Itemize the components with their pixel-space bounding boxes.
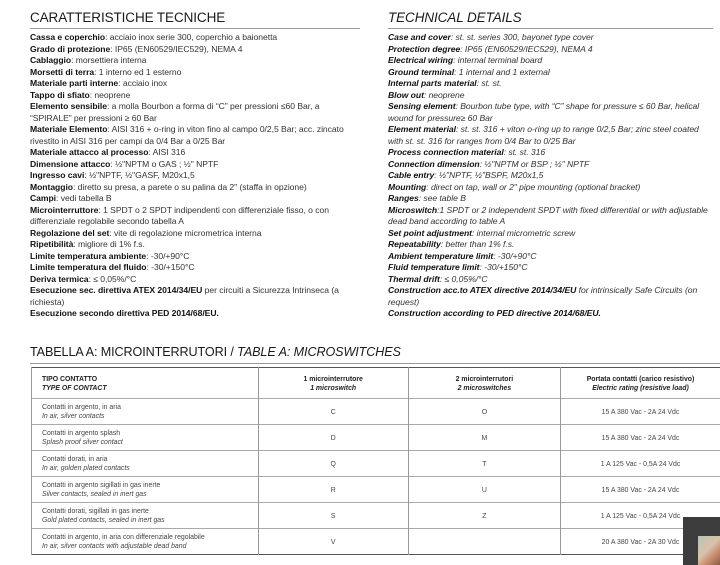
type-en: In air, silver contacts with adjustable dead band bbox=[42, 543, 187, 550]
header-electric-rating bbox=[561, 368, 720, 399]
spec-item bbox=[388, 228, 713, 240]
spec-item bbox=[388, 55, 713, 67]
english-specs-column bbox=[388, 10, 713, 320]
spec-item bbox=[30, 205, 360, 228]
spec-item bbox=[388, 274, 713, 286]
spec-value: : neoprene bbox=[89, 89, 131, 100]
spec-item bbox=[30, 193, 360, 205]
spec-label: Materiale Elemento bbox=[30, 124, 108, 134]
type-en: Silver contacts, sealed in inert gas bbox=[42, 491, 147, 498]
header-one-microswitch bbox=[258, 368, 408, 399]
spec-label: Ingresso cavi bbox=[30, 170, 85, 180]
spec-label: Electrical wiring bbox=[388, 55, 454, 65]
spec-label: Element material bbox=[388, 124, 456, 134]
spec-label: Tappo di sfiato bbox=[30, 89, 90, 100]
spec-value: : internal micrometric screw bbox=[472, 227, 576, 238]
spec-value: : acciaio inox bbox=[118, 78, 168, 88]
spec-value: : direct on tap, wall or 2" pipe mounting (optional bracket) bbox=[426, 181, 641, 192]
spec-item bbox=[30, 78, 360, 90]
spec-value: : migliore di 1% f.s. bbox=[73, 239, 145, 249]
spec-label: Ground terminal bbox=[388, 66, 455, 77]
spec-value: : vite di regolazione micrometrica interna bbox=[109, 227, 262, 238]
spec-item bbox=[30, 67, 360, 79]
spec-label: Fluid temperature limit bbox=[388, 262, 480, 272]
spec-item bbox=[388, 262, 713, 274]
spec-item bbox=[30, 228, 360, 240]
cell-two-microswitches: T bbox=[408, 451, 560, 477]
spec-item bbox=[388, 285, 713, 308]
cell-two-microswitches bbox=[408, 529, 560, 555]
table-row bbox=[32, 451, 720, 477]
spec-item bbox=[388, 205, 713, 228]
spec-item bbox=[388, 124, 713, 147]
spec-value: : ½"NPTM o GAS ; ½" NPTF bbox=[110, 158, 219, 169]
spec-label: Cable entry bbox=[388, 170, 435, 180]
spec-label: Set point adjustment bbox=[388, 227, 472, 238]
cell-two-microswitches: Z bbox=[408, 503, 560, 529]
spec-value: : morsettiera interna bbox=[71, 55, 147, 65]
spec-item bbox=[388, 239, 713, 251]
spec-value: : st. st. 316 bbox=[503, 147, 546, 157]
spec-value: : internal terminal board bbox=[453, 55, 543, 65]
spec-label: Connection dimension bbox=[388, 158, 480, 169]
spec-value: : a molla Bourbon a forma di “C” per pressioni ≤60 Bar, a “SPIRALE” per pressioni ≥ 60 Bar bbox=[30, 101, 320, 123]
spec-label: Construction acc.to ATEX directive 2014/34/EU bbox=[388, 285, 577, 295]
english-section-title: TECHNICAL DETAILS bbox=[388, 10, 713, 29]
spec-label: Esecuzione secondo direttiva PED 2014/68/EU. bbox=[30, 308, 219, 318]
cell-two-microswitches: U bbox=[408, 477, 560, 503]
cell-one-microswitch: V bbox=[258, 529, 408, 555]
spec-item bbox=[30, 44, 360, 56]
english-spec-list bbox=[388, 32, 713, 320]
spec-label: Process connection material bbox=[388, 147, 504, 157]
spec-item bbox=[388, 170, 713, 182]
spec-item bbox=[388, 308, 713, 320]
spec-value: : acciaio inox serie 300, coperchio a baionetta bbox=[105, 32, 278, 42]
type-en: Splash proof silver contact bbox=[42, 439, 123, 446]
spec-item bbox=[388, 67, 713, 79]
spec-label: Blow out bbox=[388, 89, 424, 100]
spec-label: Cablaggio bbox=[30, 55, 72, 65]
spec-item bbox=[388, 251, 713, 263]
spec-label: Ambient temperature limit bbox=[388, 250, 494, 261]
spec-item bbox=[388, 147, 713, 159]
spec-label: Campi bbox=[30, 193, 57, 203]
spec-item bbox=[388, 32, 713, 44]
spec-value: : 1 internal and 1 external bbox=[454, 66, 550, 77]
video-thumbnail-overlay[interactable] bbox=[683, 517, 720, 565]
spec-item bbox=[30, 101, 360, 124]
cell-two-microswitches: M bbox=[408, 425, 560, 451]
spec-item bbox=[30, 239, 360, 251]
spec-label: Dimensione attacco bbox=[30, 158, 111, 169]
type-it: Contatti dorati, in aria bbox=[42, 456, 108, 463]
type-it: Contatti in argento, in aria con differenziale regolabile bbox=[42, 534, 205, 541]
type-it: Contatti in argento, in aria bbox=[42, 404, 121, 411]
spec-label: Mounting bbox=[388, 181, 427, 192]
spec-value: : ≤ 0,05%/°C bbox=[88, 273, 137, 284]
spec-value: : diretto su presa, a parete o su palina da 2" (staffa in opzione) bbox=[73, 181, 307, 192]
spec-label: Internal parts material bbox=[388, 78, 477, 88]
spec-value: :1 SPDT or 2 independent SPDT with fixed differential or with adjustable dead band according to table A bbox=[388, 204, 708, 226]
spec-value: : neoprene bbox=[423, 89, 465, 100]
spec-item bbox=[30, 262, 360, 274]
italian-specs-column bbox=[30, 10, 360, 320]
spec-value: : see table B bbox=[418, 193, 466, 203]
header-en: 1 microswitch bbox=[310, 384, 357, 392]
video-thumbnail-icon bbox=[698, 536, 720, 565]
header-it: Portata contatti (carico resistivo) bbox=[586, 375, 695, 383]
spec-label: Grado di protezione bbox=[30, 43, 111, 54]
spec-value: : ½"NPTF, ½"BSPF, M20x1,5 bbox=[434, 170, 544, 180]
spec-value: : IP65 (EN60529/IEC529), NEMA 4 bbox=[110, 43, 243, 54]
spec-label: Montaggio bbox=[30, 181, 73, 192]
spec-item bbox=[30, 90, 360, 102]
spec-value: : vedi tabella B bbox=[56, 193, 112, 203]
type-en: In air, golden plated contacts bbox=[42, 465, 130, 472]
spec-label: Materiale attacco al processo bbox=[30, 147, 149, 157]
header-it: 2 microinterrutori bbox=[455, 375, 514, 383]
cell-electric-rating: 1 A 125 Vac - 0,5A 24 Vdc bbox=[561, 451, 720, 477]
header-two-microswitches bbox=[408, 368, 560, 399]
spec-label: Limite temperatura del fluido bbox=[30, 262, 147, 272]
table-title-italian: TABELLA A: MICROINTERRUTORI / bbox=[30, 345, 238, 359]
cell-contact-type bbox=[32, 503, 259, 529]
spec-value: : ½"NPTM or BSP ; ½" NPTF bbox=[479, 158, 590, 169]
spec-value: : st. st. series 300, bayonet type cover bbox=[450, 32, 594, 42]
spec-item bbox=[388, 101, 713, 124]
cell-one-microswitch: S bbox=[258, 503, 408, 529]
spec-value: : Bourbon tube type, with “C” shape for pressure ≤ 60 Bar, helical wound for pressure≥ 60 Bar bbox=[388, 101, 700, 123]
spec-label: Esecuzione sec. direttiva ATEX 2014/34/EU bbox=[30, 285, 203, 295]
spec-label: Sensing element bbox=[388, 101, 456, 111]
table-row bbox=[32, 399, 720, 425]
spec-label: Limite temperatura ambiente bbox=[30, 250, 147, 261]
spec-label: Ripetibilità bbox=[30, 239, 74, 249]
header-en: Electric rating (resistive load) bbox=[592, 384, 689, 392]
spec-value: : AISI 316 + o-ring in viton fino al campo 0/2,5 Bar; acc. zincato rivestito in AISI 316 per campi da 0/4 Bar a 0/25 Bar bbox=[30, 124, 344, 146]
spec-label: Ranges bbox=[388, 193, 419, 203]
cell-electric-rating: 15 A 380 Vac - 2A 24 Vdc bbox=[561, 425, 720, 451]
header-contact-type bbox=[32, 368, 259, 399]
table-row bbox=[32, 425, 720, 451]
table-row bbox=[32, 477, 720, 503]
spec-item bbox=[388, 78, 713, 90]
spec-value: : -30/+150°C bbox=[479, 262, 528, 272]
spec-item bbox=[30, 182, 360, 194]
type-it: Contatti dorati, sigillati in gas inerte bbox=[42, 508, 149, 515]
spec-value: : -30/+150°C bbox=[146, 262, 195, 272]
spec-item bbox=[388, 159, 713, 171]
spec-item bbox=[30, 308, 360, 320]
spec-item bbox=[388, 44, 713, 56]
spec-value: : -30/+90°C bbox=[146, 250, 190, 261]
spec-item bbox=[30, 159, 360, 171]
spec-value: : IP65 (EN60529/IEC529), NEMA 4 bbox=[460, 43, 593, 54]
spec-item bbox=[30, 32, 360, 44]
table-row bbox=[32, 529, 720, 555]
spec-item bbox=[30, 124, 360, 147]
cell-electric-rating: 1 A 125 Vac - 0,5A 24 Vdc bbox=[561, 503, 720, 529]
spec-label: Elemento sensibile bbox=[30, 101, 107, 111]
spec-value: : 1 SPDT o 2 SPDT indipendenti con differenziale fisso, o con differenziale regolabile secondo tabella A bbox=[30, 204, 329, 226]
type-it: Contatti in argento splash bbox=[42, 430, 121, 437]
header-it: TIPO CONTATTO bbox=[42, 375, 98, 383]
cell-contact-type bbox=[32, 451, 259, 477]
header-it: 1 microinterrutore bbox=[303, 375, 363, 383]
spec-value: : 1 interno ed 1 esterno bbox=[94, 66, 182, 77]
spec-label: Construction according to PED directive 2014/68/EU. bbox=[388, 308, 601, 318]
type-en: Gold plated contacts, sealed in inert gas bbox=[42, 517, 165, 524]
spec-label: Protection degree bbox=[388, 43, 461, 54]
type-en: In air, silver contacts bbox=[42, 413, 105, 420]
cell-one-microswitch: R bbox=[258, 477, 408, 503]
table-header-row bbox=[32, 368, 720, 399]
cell-electric-rating: 20 A 380 Vac - 2A 30 Vdc bbox=[561, 529, 720, 555]
header-en: 2 microswitches bbox=[457, 384, 512, 392]
spec-value: for intrinsically Safe Circuits (on request) bbox=[388, 285, 698, 307]
cell-contact-type bbox=[32, 529, 259, 555]
cell-electric-rating: 15 A 380 Vac - 2A 24 Vdc bbox=[561, 399, 720, 425]
cell-electric-rating: 15 A 380 Vac - 2A 24 Vdc bbox=[561, 477, 720, 503]
cell-one-microswitch: C bbox=[258, 399, 408, 425]
spec-item bbox=[30, 274, 360, 286]
cell-two-microswitches: O bbox=[408, 399, 560, 425]
table-a-title bbox=[30, 344, 720, 364]
spec-label: Cassa e coperchio bbox=[30, 32, 106, 42]
italian-spec-list bbox=[30, 32, 360, 320]
italian-section-title: CARATTERISTICHE TECNICHE bbox=[30, 10, 360, 29]
table-title-english: TABLE A: MICROSWITCHES bbox=[237, 345, 401, 359]
spec-item bbox=[30, 147, 360, 159]
type-it: Contatti in argento sigillati in gas inerte bbox=[42, 482, 161, 489]
spec-value: : -30/+90°C bbox=[493, 250, 537, 261]
spec-item bbox=[30, 251, 360, 263]
spec-item bbox=[388, 182, 713, 194]
spec-label: Thermal drift bbox=[388, 273, 440, 284]
cell-one-microswitch: D bbox=[258, 425, 408, 451]
spec-item bbox=[30, 285, 360, 308]
spec-value: : better than 1% f.s. bbox=[440, 239, 515, 249]
spec-item bbox=[30, 55, 360, 67]
spec-label: Morsetti di terra bbox=[30, 66, 95, 77]
spec-label: Case and cover bbox=[388, 32, 451, 42]
spec-item bbox=[388, 90, 713, 102]
spec-label: Regolazione del set bbox=[30, 227, 110, 238]
spec-value: : st. st. 316 + viton o-ring up to range 0/2,5 Bar; zinc steel coated with st. st. 316 for ranges from 0/4 Bar to 0/25 Bar bbox=[388, 124, 699, 146]
spec-label: Repeatability bbox=[388, 239, 441, 249]
spec-label: Materiale parti interne bbox=[30, 78, 119, 88]
spec-value: : st. st. bbox=[476, 78, 502, 88]
cell-contact-type bbox=[32, 399, 259, 425]
cell-contact-type bbox=[32, 425, 259, 451]
header-en: TYPE OF CONTACT bbox=[42, 384, 107, 392]
spec-value: per circuiti a Sicurezza Intrinseca (a richiesta) bbox=[30, 285, 339, 307]
spec-item bbox=[388, 193, 713, 205]
microswitch-table bbox=[31, 367, 720, 555]
spec-label: Microswitch bbox=[388, 204, 438, 215]
spec-label: Deriva termica bbox=[30, 273, 89, 284]
cell-contact-type bbox=[32, 477, 259, 503]
table-row bbox=[32, 503, 720, 529]
spec-value: : AISI 316 bbox=[148, 147, 186, 157]
spec-value: : ≤ 0,05%/°C bbox=[439, 273, 488, 284]
spec-value: : ½"NPTF, ½"GASF, M20x1,5 bbox=[84, 170, 195, 180]
cell-one-microswitch: Q bbox=[258, 451, 408, 477]
spec-item bbox=[30, 170, 360, 182]
spec-label: Microinterruttore bbox=[30, 204, 99, 215]
